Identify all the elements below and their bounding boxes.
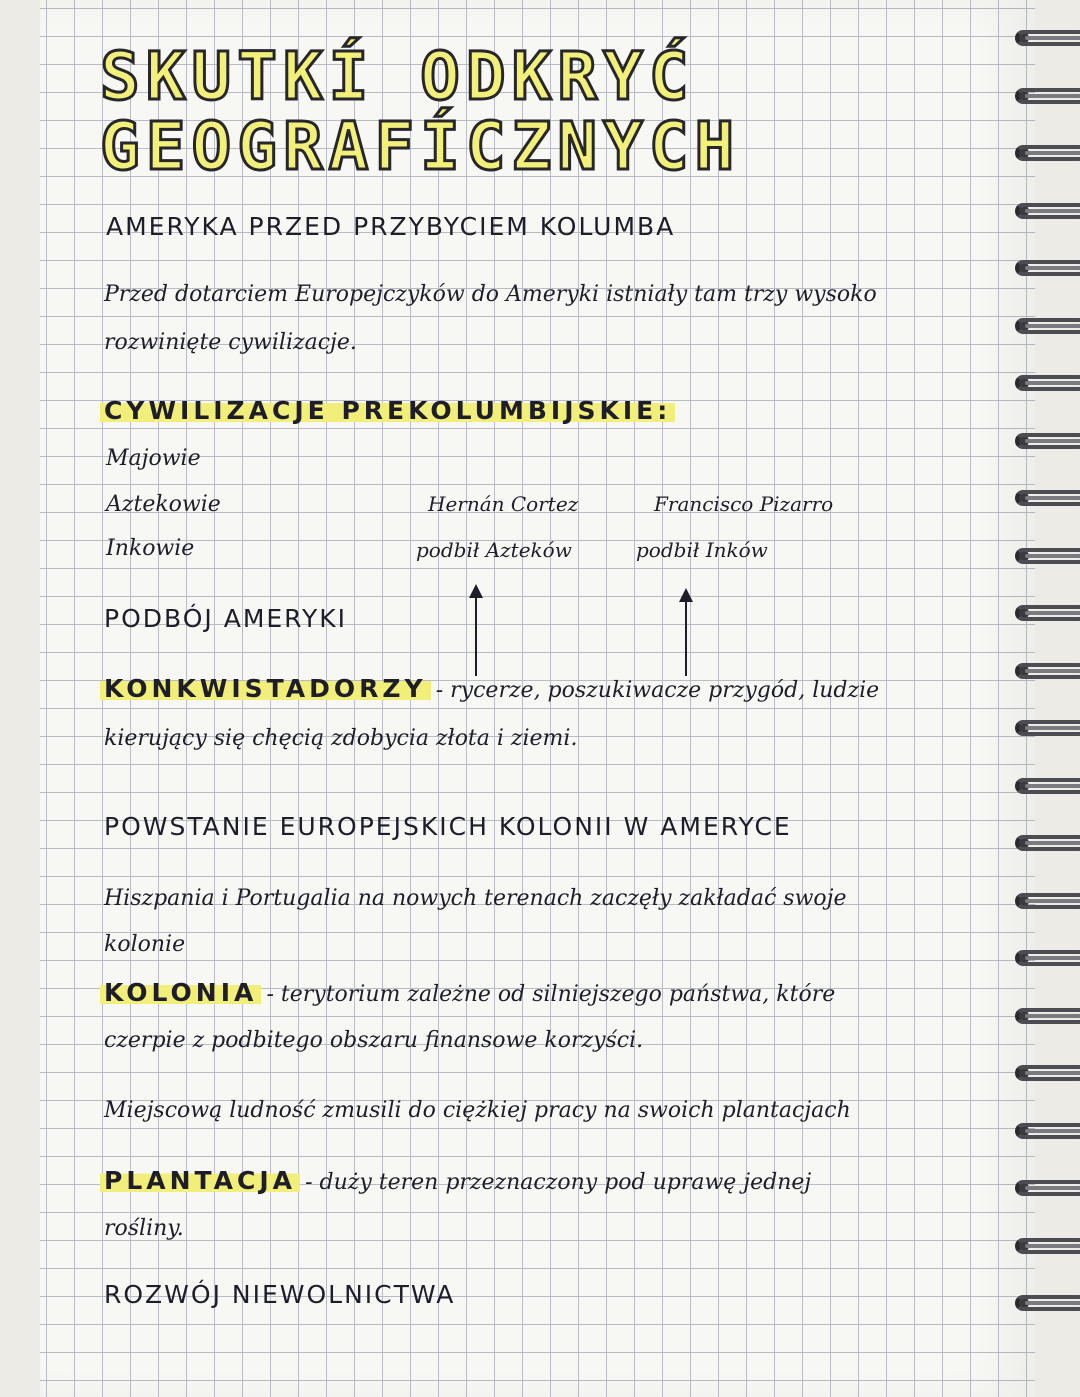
plantation-def-line1: - duży teren przeznaczony pod uprawę jednej — [305, 1170, 812, 1195]
spiral-ring — [975, 431, 1080, 451]
spiral-ring — [975, 488, 1080, 508]
america-text-line1: Przed dotarciem Europejczyków do Ameryki istniały tam trzy wysoko — [104, 282, 877, 307]
colonies-text-line1: Hiszpania i Portugalia na nowych terenach zaczęły zakładać swoje — [104, 886, 847, 911]
spiral-ring — [975, 546, 1080, 566]
spiral-ring — [975, 373, 1080, 393]
spiral-ring — [975, 1236, 1080, 1256]
spiral-ring — [975, 603, 1080, 623]
pizarro-note: podbił Inków — [636, 538, 768, 562]
section-heading-america: AMERYKA PRZED PRZYBYCIEM KOLUMBA — [106, 212, 676, 241]
conquistadors-term: KONKWISTADORZY — [100, 674, 431, 703]
spiral-ring — [975, 1293, 1080, 1313]
spiral-ring — [975, 833, 1080, 853]
civilization-item: Aztekowie — [106, 492, 221, 517]
page-title-line1: SKUTKÍ ODKRYĆ — [100, 38, 695, 115]
civilization-item: Majowie — [106, 446, 201, 471]
arrow-line — [475, 596, 477, 676]
spiral-ring — [975, 948, 1080, 968]
spiral-ring — [975, 201, 1080, 221]
spiral-ring — [975, 86, 1080, 106]
spiral-ring — [975, 316, 1080, 336]
civilizations-heading-text: CYWILIZACJE PREKOLUMBIJSKIE: — [100, 396, 675, 425]
conquistadors-def-line1: - rycerze, poszukiwacze przygód, ludzie — [435, 678, 880, 703]
arrow-line — [685, 600, 687, 676]
conquistadors-def-line2: kierujący się chęcią zdobycia złota i ziemi. — [104, 726, 578, 751]
section-heading-conquest: PODBÓJ AMERYKI — [104, 604, 347, 633]
spiral-ring — [975, 143, 1080, 163]
plantation-definition — [100, 1166, 811, 1195]
spiral-ring — [975, 661, 1080, 681]
spiral-binding — [985, 0, 1080, 1397]
plantation-def-line2: rośliny. — [104, 1216, 184, 1241]
conquistadors-definition — [100, 674, 879, 703]
colony-def-line2: czerpie z podbitego obszaru finansowe korzyści. — [104, 1028, 644, 1053]
colony-definition — [100, 978, 835, 1007]
cortez-name: Hernán Cortez — [428, 492, 579, 516]
cortez-note: podbił Azteków — [416, 538, 572, 562]
page-title-line2: GEOGRAFÍCZNYCH — [100, 108, 741, 185]
civilization-item: Inkowie — [106, 536, 195, 561]
plantation-term: PLANTACJA — [100, 1166, 300, 1195]
spiral-ring — [975, 28, 1080, 48]
america-text-line2: rozwinięte cywilizacje. — [104, 330, 357, 355]
spiral-ring — [975, 776, 1080, 796]
labor-text: Miejscową ludność zmusili do ciężkiej pracy na swoich plantacjach — [104, 1098, 851, 1123]
section-heading-colonies: POWSTANIE EUROPEJSKICH KOLONII W AMERYCE — [104, 812, 792, 841]
spiral-ring — [975, 1063, 1080, 1083]
section-heading-slavery: ROZWÓJ NIEWOLNICTWA — [104, 1280, 456, 1309]
colony-def-line1: - terytorium zależne od silniejszego państwa, które — [266, 982, 836, 1007]
civilizations-heading — [100, 396, 675, 425]
spiral-ring — [975, 258, 1080, 278]
spiral-ring — [975, 718, 1080, 738]
spiral-ring — [975, 1178, 1080, 1198]
spiral-ring — [975, 1121, 1080, 1141]
spiral-ring — [975, 1006, 1080, 1026]
colony-term: KOLONIA — [100, 978, 261, 1007]
colonies-text-line2: kolonie — [104, 932, 186, 957]
spiral-ring — [975, 891, 1080, 911]
pizarro-name: Francisco Pizarro — [654, 492, 834, 516]
